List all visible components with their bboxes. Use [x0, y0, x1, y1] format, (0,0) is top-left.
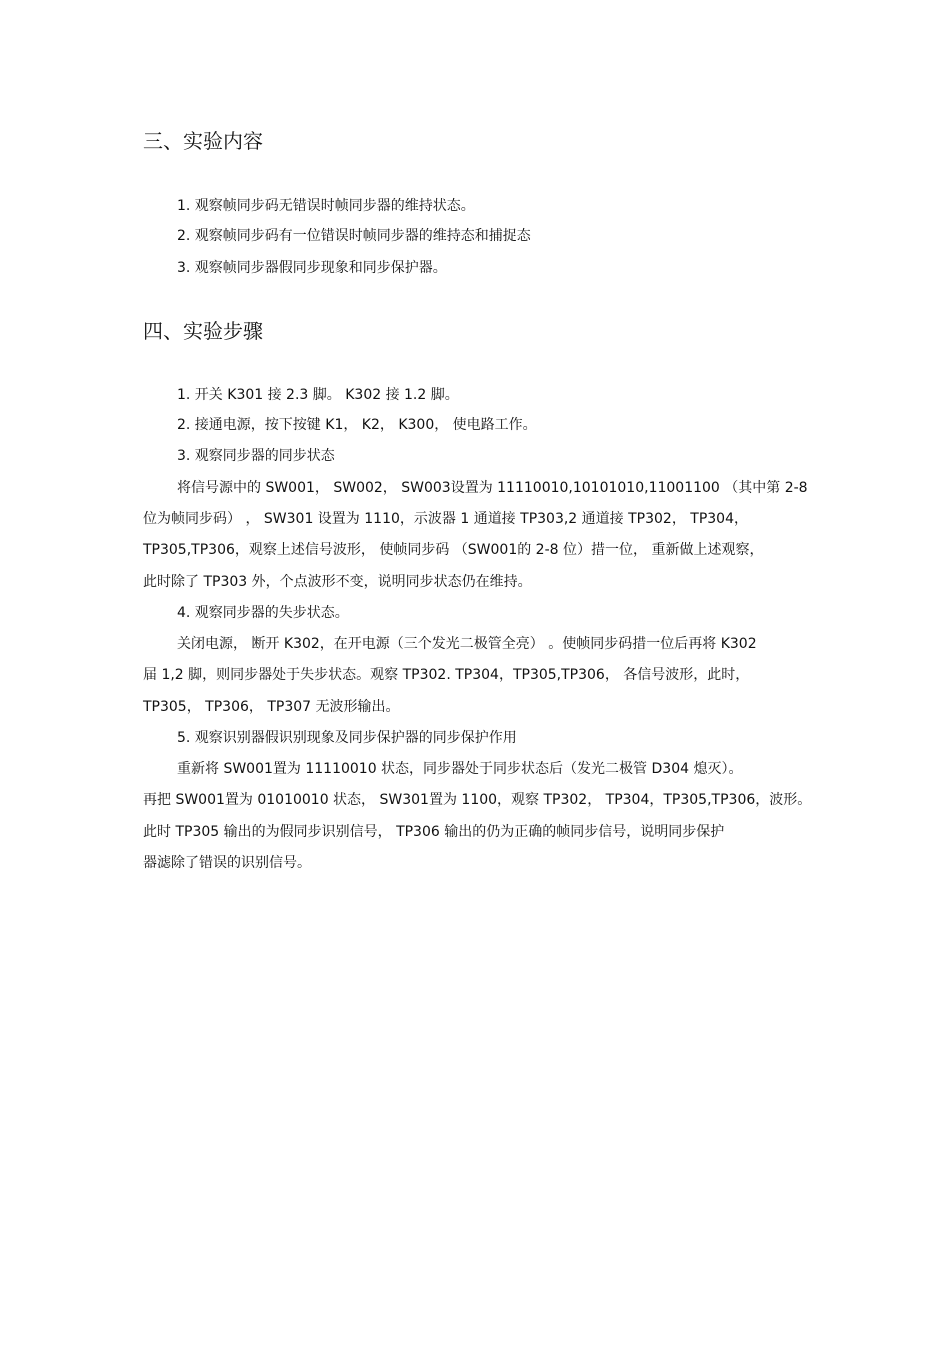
paragraph-line: 此时 TP305 输出的为假同步识别信号， TP306 输出的仍为正确的帧同步信号，说明同步保护	[143, 824, 725, 840]
step-3: 3. 观察同步器的同步状态	[177, 448, 335, 464]
step-4: 4. 观察同步器的失步状态。	[177, 605, 349, 621]
section-4-heading: 四、实验步骤	[143, 319, 263, 343]
paragraph-line: 器滤除了错误的识别信号。	[143, 855, 311, 871]
paragraph-line: TP305,TP306，观察上述信号波形， 使帧同步码 （SW001的 2-8 位）措一位， 重新做上述观察，	[143, 542, 764, 558]
paragraph-line: 此时除了 TP303 外，个点波形不变，说明同步状态仍在维持。	[143, 574, 532, 590]
paragraph-line: 再把 SW001置为 01010010 状态， SW301置为 1100，观察 TP302， TP304，TP305,TP306，波形。	[143, 792, 812, 808]
paragraph-line: 将信号源中的 SW001， SW002， SW003设置为 11110010,10101010,11001100 （其中第 2-8	[177, 480, 808, 496]
step-2: 2. 接通电源，按下按键 K1， K2， K300， 使电路工作。	[177, 417, 537, 433]
paragraph-line: 位为帧同步码） ， SW301 设置为 1110，示波器 1 通道接 TP303,2 通道接 TP302， TP304，	[143, 511, 748, 527]
paragraph-line: TP305， TP306， TP307 无波形输出。	[143, 699, 400, 715]
paragraph-line: 关闭电源， 断开 K302，在开电源（三个发光二极管全亮） 。使帧同步码措一位后再将 K302	[177, 636, 757, 652]
section-3-heading: 三、实验内容	[143, 129, 263, 153]
content-item-3: 3. 观察帧同步器假同步现象和同步保护器。	[177, 260, 447, 276]
paragraph-line: 重新将 SW001置为 11110010 状态，同步器处于同步状态后（发光二极管 D304 熄灭）。	[177, 761, 743, 777]
step-5: 5. 观察识别器假识别现象及同步保护器的同步保护作用	[177, 730, 517, 746]
content-item-1: 1. 观察帧同步码无错误时帧同步器的维持状态。	[177, 198, 475, 214]
paragraph-line: 届 1,2 脚，则同步器处于失步状态。观察 TP302. TP304，TP305,TP306， 各信号波形，此时，	[143, 667, 750, 683]
content-item-2: 2. 观察帧同步码有一位错误时帧同步器的维持态和捕捉态	[177, 228, 531, 244]
step-1: 1. 开关 K301 接 2.3 脚。 K302 接 1.2 脚。	[177, 387, 459, 403]
